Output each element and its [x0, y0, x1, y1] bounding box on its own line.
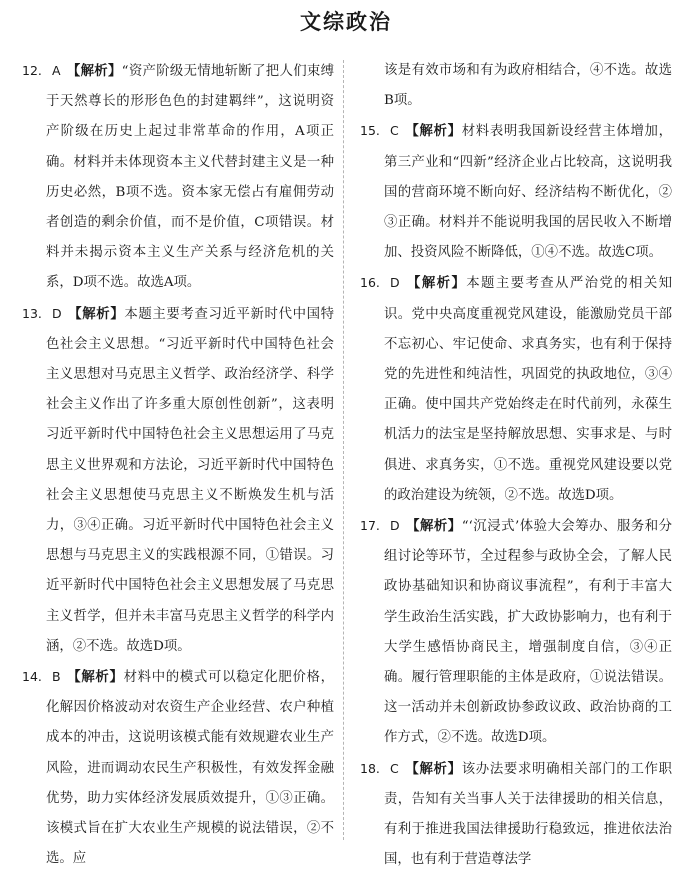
left-column — [22, 56, 334, 874]
question-14-continuation — [360, 56, 672, 116]
question-13 — [22, 299, 334, 662]
analysis-text: 本题主要考查从严治党的相关知识。党中央高度重视党风建设，能激励党员干部不忘初心、牢记使命、求真务实，也有利于保持党的先进性和纯洁性，巩固党的执政地位，③④正确。使中国共产党始终走在时代前列，永葆生机活力的法宝是坚持解放思想、实事求是、与时俱进、求真务实，①不选。重视党风建设要以党的政治建设为统领，②不选。故选D项。 — [384, 276, 673, 503]
question-12 — [22, 56, 334, 299]
question-number: 14. — [22, 669, 42, 685]
analysis-tag: 【解析】 — [405, 276, 467, 292]
question-15 — [360, 116, 672, 268]
question-16 — [360, 268, 672, 511]
question-number: 17. — [360, 518, 380, 534]
analysis-text: 本题主要考查习近平新时代中国特色社会主义思想。“习近平新时代中国特色社会主义思想对马克思主义哲学、政治经济学、科学社会主义作出了许多重大原创性创新”，这表明习近平新时代中国特色社会主义思想运用了马克思主义世界观和方法论，习近平新时代中国特色社会主义思想使马克思主义不断焕发生机与活力，③④正确。习近平新时代中国特色社会主义思想与马克思主义的实践根源不同，①错误。习近平新时代中国特色社会主义思想发展了马克思主义哲学，但并未丰富马克思主义哲学的科学内涵，②不选。故选D项。 — [46, 306, 335, 654]
continuation-text: 该是有效市场和有为政府相结合，④不选。故选B项。 — [384, 63, 672, 109]
analysis-tag: 【解析】 — [404, 124, 462, 140]
analysis-text: “‘沉浸式’体验大会筹办、服务和分组讨论等环节，全过程参与政协全会，了解人民政协基础知识和协商议事流程”，有利于丰富大学生政治生活实践，扩大政协影响力，也有利于大学生感悟协商民主，增强制度自信，③④正确。履行管理职能的主体是政府，①说法错误。这一活动并未创新政协参政议政、政治协商的工作方式，②不选。故选D项。 — [384, 519, 673, 746]
question-number: 18. — [360, 760, 380, 776]
question-18 — [360, 754, 672, 875]
question-number: 15. — [360, 123, 380, 139]
analysis-text: 该办法要求明确相关部门的工作职责，告知有关当事人关于法律援助的相关信息，有利于推进我国法律援助行稳致远，推进依法治国，也有利于营造尊法学 — [384, 761, 673, 868]
page-title: 文综政治 — [300, 10, 392, 34]
analysis-tag: 【解析】 — [404, 761, 462, 777]
question-answer: B — [52, 669, 61, 685]
right-column — [360, 56, 672, 875]
column-divider — [343, 60, 344, 840]
question-answer: D — [390, 275, 400, 291]
analysis-tag: 【解析】 — [405, 519, 462, 535]
question-answer: C — [390, 123, 399, 139]
analysis-text: 材料表明我国新设经营主体增加，第三产业和“四新”经济企业占比较高，这说明我国的营商环境不断向好、经济结构不断优化，②③正确。材料并不能说明我国的居民收入不断增加、投资风险不断降低，①④不选。故选C项。 — [384, 124, 673, 261]
analysis-tag: 【解析】 — [66, 64, 122, 79]
question-number: 13. — [22, 305, 42, 321]
question-answer: C — [390, 760, 399, 776]
question-answer: D — [52, 305, 62, 321]
analysis-text: 材料中的模式可以稳定化肥价格，化解因价格波动对农资生产企业经营、农户种植成本的冲击，这说明该模式能有效规避农业生产风险，进而调动农民生产积极性，有效发挥金融优势，助力实体经济发展质效提升，①③正确。该模式旨在扩大农业生产规模的说法错误，②不选。应 — [46, 670, 334, 867]
question-number: 16. — [360, 275, 380, 291]
analysis-tag: 【解析】 — [66, 670, 124, 686]
analysis-tag: 【解析】 — [67, 306, 125, 322]
question-14 — [22, 662, 334, 874]
question-answer: A — [52, 63, 61, 78]
question-17 — [360, 511, 672, 754]
analysis-text: “资产阶级无情地斩断了把人们束缚于天然尊长的形形色色的封建羁绊”，这说明资产阶级在历史上起过非常革命的作用，A项正确。材料并未体现资本主义代替封建主义是一种历史必然，B项不选。资本家无偿占有雇佣劳动者创造的剩余价值，而不是价值，C项错误。材料并未揭示资本主义生产关系与经济危机的关系，D项不选。故选A项。 — [46, 64, 334, 291]
question-number: 12. — [22, 63, 42, 78]
question-answer: D — [390, 518, 400, 534]
